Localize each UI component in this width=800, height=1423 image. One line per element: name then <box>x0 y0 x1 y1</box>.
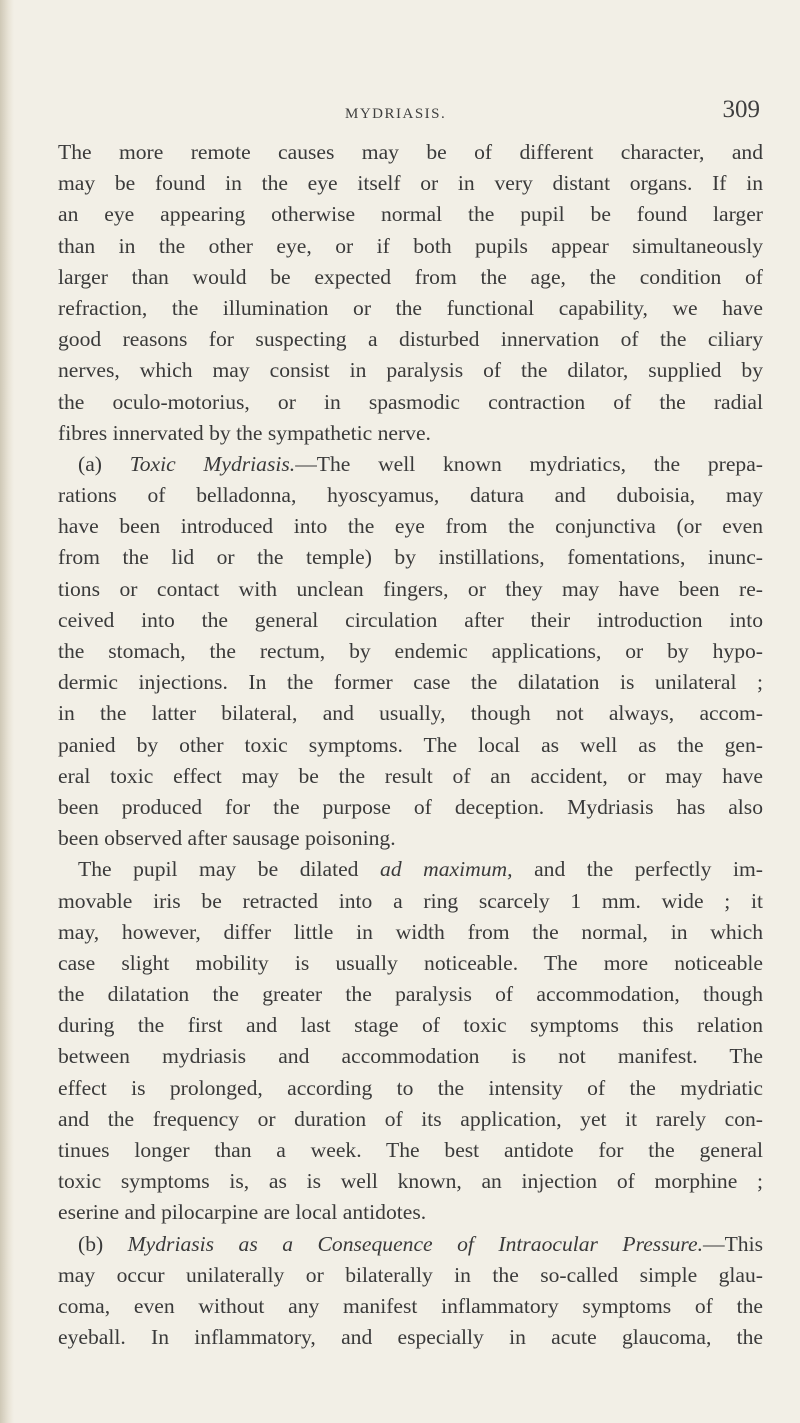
text-line: the stomach, the rectum, by endemic applications, or by hypo- <box>58 639 763 663</box>
section-title: Toxic Mydriasis. <box>129 451 296 476</box>
text-line: fibres innervated by the sympathetic nerve. <box>58 420 431 445</box>
italic-phrase: ad maximum, <box>380 857 513 882</box>
section-heading-toxic-mydriasis <box>58 449 763 480</box>
page-number: 309 <box>722 96 760 123</box>
section-title: Mydriasis as a Consequence of Intraocular Pressure. <box>127 1231 703 1256</box>
text-line: tinues longer than a week. The best antidote for the general <box>58 1138 763 1162</box>
text-line: than in the other eye, or if both pupils appear simultaneously <box>58 233 763 258</box>
section-text: —The well known mydriatics, the prepa- <box>295 451 764 476</box>
text-line: larger than would be expected from the age, the condition of <box>58 264 763 289</box>
text-line: tions or contact with unclean fingers, or they may have been re- <box>58 576 763 601</box>
text-run: The pupil may be dilated <box>78 857 359 882</box>
text-line: effect is prolonged, according to the intensity of the mydriatic <box>58 1075 763 1100</box>
text-line: eral toxic effect may be the result of an accident, or may have <box>58 763 763 788</box>
page-gutter-shadow <box>0 0 14 1423</box>
section-label: (b) <box>78 1231 104 1256</box>
section-heading-intraocular-pressure <box>58 1229 763 1260</box>
text-line: been observed after sausage poisoning. <box>58 826 396 851</box>
section-text: —This <box>703 1231 763 1256</box>
text-line: may be found in the eye itself or in very distant organs. If in <box>58 171 763 196</box>
text-run: and the perfectly im- <box>534 857 763 882</box>
text-line: case slight mobility is usually noticeable. The more noticeable <box>58 950 763 975</box>
body-text <box>58 137 763 1353</box>
text-line: refraction, the illumination or the functional capability, we have <box>58 295 763 320</box>
text-line: have been introduced into the eye from the conjunctiva (or even <box>58 514 763 539</box>
text-line: eyeball. In inflammatory, and especially in acute glaucoma, the <box>58 1325 763 1350</box>
text-line: good reasons for suspecting a disturbed innervation of the ciliary <box>58 327 763 352</box>
text-line: The more remote causes may be of different character, and <box>58 140 763 164</box>
text-line: the oculo-motorius, or in spasmodic contraction of the radial <box>58 389 763 414</box>
text-line: may, however, differ little in width from the normal, in which <box>58 919 763 944</box>
text-line: toxic symptoms is, as is well known, an injection of morphine ; <box>58 1169 763 1194</box>
section-label: (a) <box>78 451 102 476</box>
text-line: may occur unilaterally or bilaterally in the so-called simple glau- <box>58 1262 763 1287</box>
text-line: dermic injections. In the former case the dilatation is unilateral ; <box>58 670 763 695</box>
text-line: nerves, which may consist in paralysis of the dilator, supplied by <box>58 358 763 383</box>
text-line: between mydriasis and accommodation is not manifest. The <box>58 1044 763 1069</box>
text-line: ceived into the general circulation after their introduction into <box>58 607 763 632</box>
text-line: panied by other toxic symptoms. The local as well as the gen- <box>58 732 763 757</box>
text-line: from the lid or the temple) by instillations, fomentations, inunc- <box>58 545 763 570</box>
page-header <box>345 96 760 132</box>
text-line: been produced for the purpose of deception. Mydriasis has also <box>58 794 763 819</box>
text-line: in the latter bilateral, and usually, though not always, accom- <box>58 701 763 726</box>
running-head: MYDRIASIS. <box>345 106 447 122</box>
text-line <box>58 854 763 885</box>
text-line: movable iris be retracted into a ring scarcely 1 mm. wide ; it <box>58 888 763 913</box>
text-line: and the frequency or duration of its application, yet it rarely con- <box>58 1106 763 1131</box>
text-line: an eye appearing otherwise normal the pupil be found larger <box>58 202 763 227</box>
text-line: during the first and last stage of toxic symptoms this relation <box>58 1013 763 1038</box>
text-line: the dilatation the greater the paralysis of accommodation, though <box>58 982 763 1007</box>
text-line: coma, even without any manifest inflammatory symptoms of the <box>58 1293 763 1318</box>
text-line: rations of belladonna, hyoscyamus, datura and duboisia, may <box>58 483 763 508</box>
text-line: eserine and pilocarpine are local antidotes. <box>58 1200 427 1225</box>
